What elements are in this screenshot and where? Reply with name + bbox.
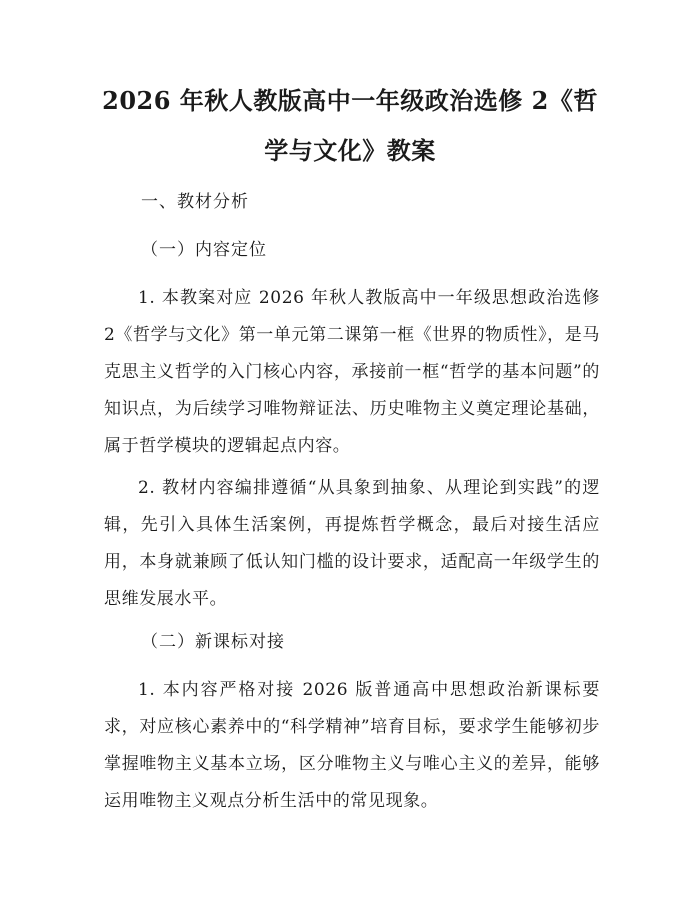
subsection-heading-curriculum-alignment: （二）新课标对接 (141, 632, 285, 652)
section-heading-1: 一、教材分析 (141, 192, 249, 212)
subsection-heading-content-positioning: （一）内容定位 (141, 240, 267, 260)
paragraph-1: 1. 本教案对应 2026 年秋人教版高中一年级思想政治选修 2《哲学与文化》第一单元第二课第一框《世界的物质性》，是马克思主义哲学的入门核心内容，承接前一框“哲学的基本问题”的知识点，为后续学习唯物辩证法、历史唯物主义奠定理论基础，属于哲学模块的逻辑起点内容。 (104, 288, 600, 456)
document-title (92, 76, 608, 176)
title-line-2: 学与文化》教案 (264, 136, 436, 165)
title-line-1: 2026 年秋人教版高中一年级政治选修 2《哲 (102, 86, 598, 115)
paragraph-3: 1. 本内容严格对接 2026 版普通高中思想政治新课标要求，对应核心素养中的“科学精神”培育目标，要求学生能够初步掌握唯物主义基本立场，区分唯物主义与唯心主义的差异，能够运用唯物主义观点分析生活中的常见现象。 (104, 680, 600, 811)
paragraph-2: 2. 教材内容编排遵循“从具象到抽象、从理论到实践”的逻辑，先引入具体生活案例，再提炼哲学概念，最后对接生活应用，本身就兼顾了低认知门槛的设计要求，适配高一年级学生的思维发展水平。 (104, 478, 600, 609)
